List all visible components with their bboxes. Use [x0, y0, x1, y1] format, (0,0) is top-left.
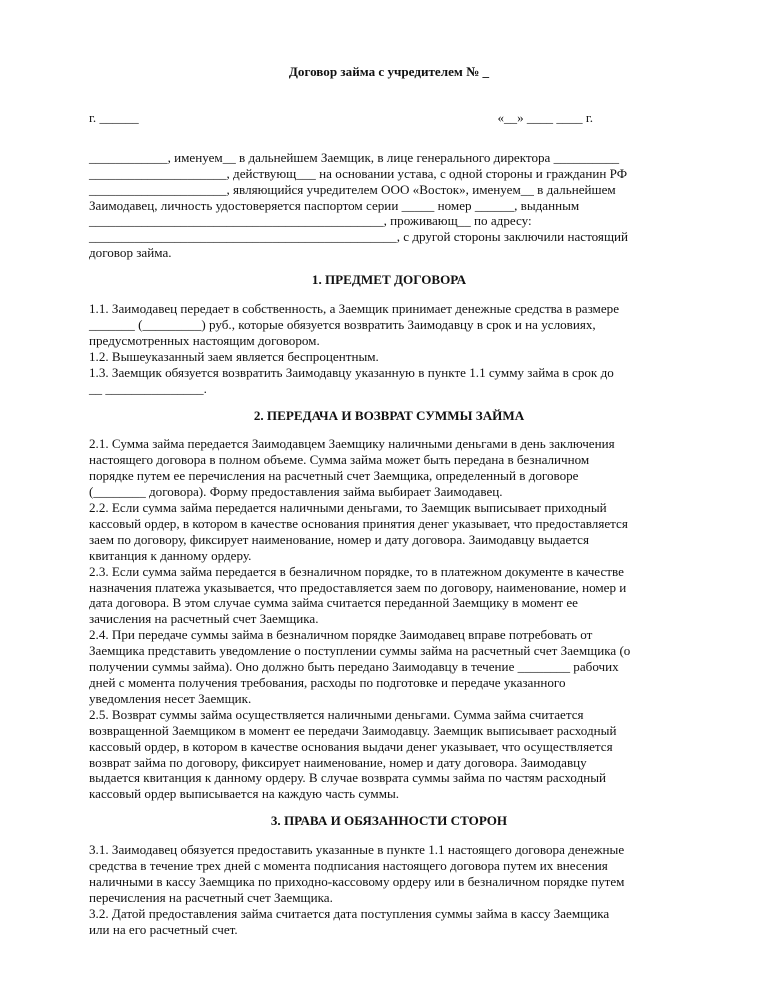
section-line: 2.3. Если сумма займа передается в безналичном порядке, то в платежном документе в качестве	[89, 563, 624, 579]
preamble-line: ____________, именуем__ в дальнейшем Заемщик, в лице генерального директора __________	[89, 149, 620, 165]
section-line: средства в течение трех дней с момента подписания настоящего договора путем их внесения	[89, 858, 608, 874]
section-line: 2.4. При передаче суммы займа в безналичном порядке Заимодавец вправе потребовать от	[89, 627, 593, 643]
preamble-line: Заимодавец, личность удостоверяется паспортом серии _____ номер ______, выданным	[89, 197, 580, 213]
section-line: или на его расчетный счет.	[89, 921, 238, 937]
section-line: кассовый ордер, в котором в качестве основания выдачи денег указывает, что осуществляется	[89, 738, 613, 754]
section-line: 1.1. Заимодавец передает в собственность, а Заемщик принимает денежные средства в размере	[89, 301, 620, 317]
preamble-line: договор займа.	[89, 245, 172, 261]
section-line: (________ договора). Форму предоставления займа выбирает Заимодавец.	[89, 484, 503, 500]
section-line: получении суммы займа). Оно должно быть передано Заимодавцу в течение ________ рабочих	[89, 659, 619, 675]
section-line: 1.3. Заемщик обязуется возвратить Заимодавцу указанную в пункте 1.1 сумму займа в срок до	[89, 364, 614, 380]
section-line: настоящего договора в полном объеме. Сумма займа может быть передана в безналичном	[89, 452, 590, 468]
section-line: __ _______________.	[89, 380, 207, 396]
preamble-line: _______________________________________________, с другой стороны заключили настоящий	[89, 229, 629, 245]
section-line: выдается квитанция к данному ордеру. В случае возврата суммы займа по частям расходный	[89, 770, 607, 786]
preamble-line: _____________________________________________, проживающ__ по адресу:	[89, 213, 532, 229]
section-line: 3.2. Датой предоставления займа считается дата поступления суммы займа в кассу Заемщика	[89, 905, 610, 921]
section-2-body	[89, 436, 689, 802]
section-line: назначения платежа указывается, что предоставляется заем по договору, наименование, номер и	[89, 579, 627, 595]
section-line: заем по договору, фиксирует наименование, номер и дату договора. Заимодавцу выдается	[89, 531, 590, 547]
section-line: дней с момента получения требования, расходы по подготовке и передаче указанного	[89, 675, 566, 690]
section-line: дата договора. В этом случае сумма займа считается переданной Заемщику в момент ее	[89, 595, 578, 611]
section-line: 2.1. Сумма займа передается Заимодавцем Заемщику наличными деньгами в день заключения	[89, 436, 615, 452]
date-field: «__» ____ ____ г.	[497, 109, 593, 125]
section-line: _______ (_________) руб., которые обязуется возвратить Заимодавцу в срок и на условиях,	[89, 316, 596, 332]
section-line: квитанция к данному ордеру.	[89, 547, 252, 563]
section-line: предусмотренных настоящим договором.	[89, 332, 320, 348]
section-line: возвращенной Заемщиком в момент ее передачи Заимодавцу. Заемщик выписывает расходный	[89, 722, 617, 738]
section-line: порядке путем ее перечисления на расчетный счет Заемщика, определенный в договоре	[89, 468, 579, 484]
section-line: 1.2. Вышеуказанный заем является беспроцентным.	[89, 348, 379, 364]
section-title-1: 1. ПРЕДМЕТ ДОГОВОРА	[311, 272, 467, 288]
document-title: Договор займа с учредителем № _	[288, 64, 490, 79]
section-line: кассовый ордер, в котором в качестве основания принятия денег указывает, что предоставляется	[89, 515, 628, 531]
section-line: наличными в кассу Заемщика по приходно-кассовому ордеру или в безналичном порядке путем	[89, 873, 625, 889]
section-3-body	[89, 842, 689, 937]
section-line: 2.2. Если сумма займа передается наличными деньгами, то Заемщик выписывает приходный	[89, 500, 607, 516]
section-line: кассовый ордер выписывается на каждую часть суммы.	[89, 786, 400, 802]
preamble	[89, 150, 689, 261]
section-line: Заемщика представить уведомление о поступлении суммы займа на расчетный счет Заемщика (о	[89, 643, 631, 659]
section-1-body	[89, 301, 689, 396]
section-title-2: 2. ПЕРЕДАЧА И ВОЗВРАТ СУММЫ ЗАЙМА	[253, 407, 525, 423]
preamble-line: _____________________, являющийся учредителем ООО «Восток», именуем__ в дальнейшем	[89, 181, 616, 197]
place-date-row	[89, 110, 689, 126]
document-page	[89, 64, 689, 938]
section-line: возврат займа по договору, фиксирует наименование, номер и дату договора. Заимодавцу	[89, 754, 587, 770]
section-title-3: 3. ПРАВА И ОБЯЗАННОСТИ СТОРОН	[270, 813, 508, 829]
section-line: 3.1. Заимодавец обязуется предоставить указанные в пункте 1.1 настоящего договора денежные	[89, 842, 625, 858]
section-line: 2.5. Возврат суммы займа осуществляется наличными деньгами. Сумма займа считается	[89, 706, 584, 722]
section-line: перечисления на расчетный счет Заемщика.	[89, 889, 333, 905]
preamble-line: _____________________, действующ___ на основании устава, с одной стороны и гражданин РФ	[89, 165, 628, 181]
city-field: г. ______	[89, 109, 139, 125]
section-line: зачисления на расчетный счет Заемщика.	[89, 611, 319, 627]
section-line: уведомления несет Заемщик.	[89, 690, 252, 706]
